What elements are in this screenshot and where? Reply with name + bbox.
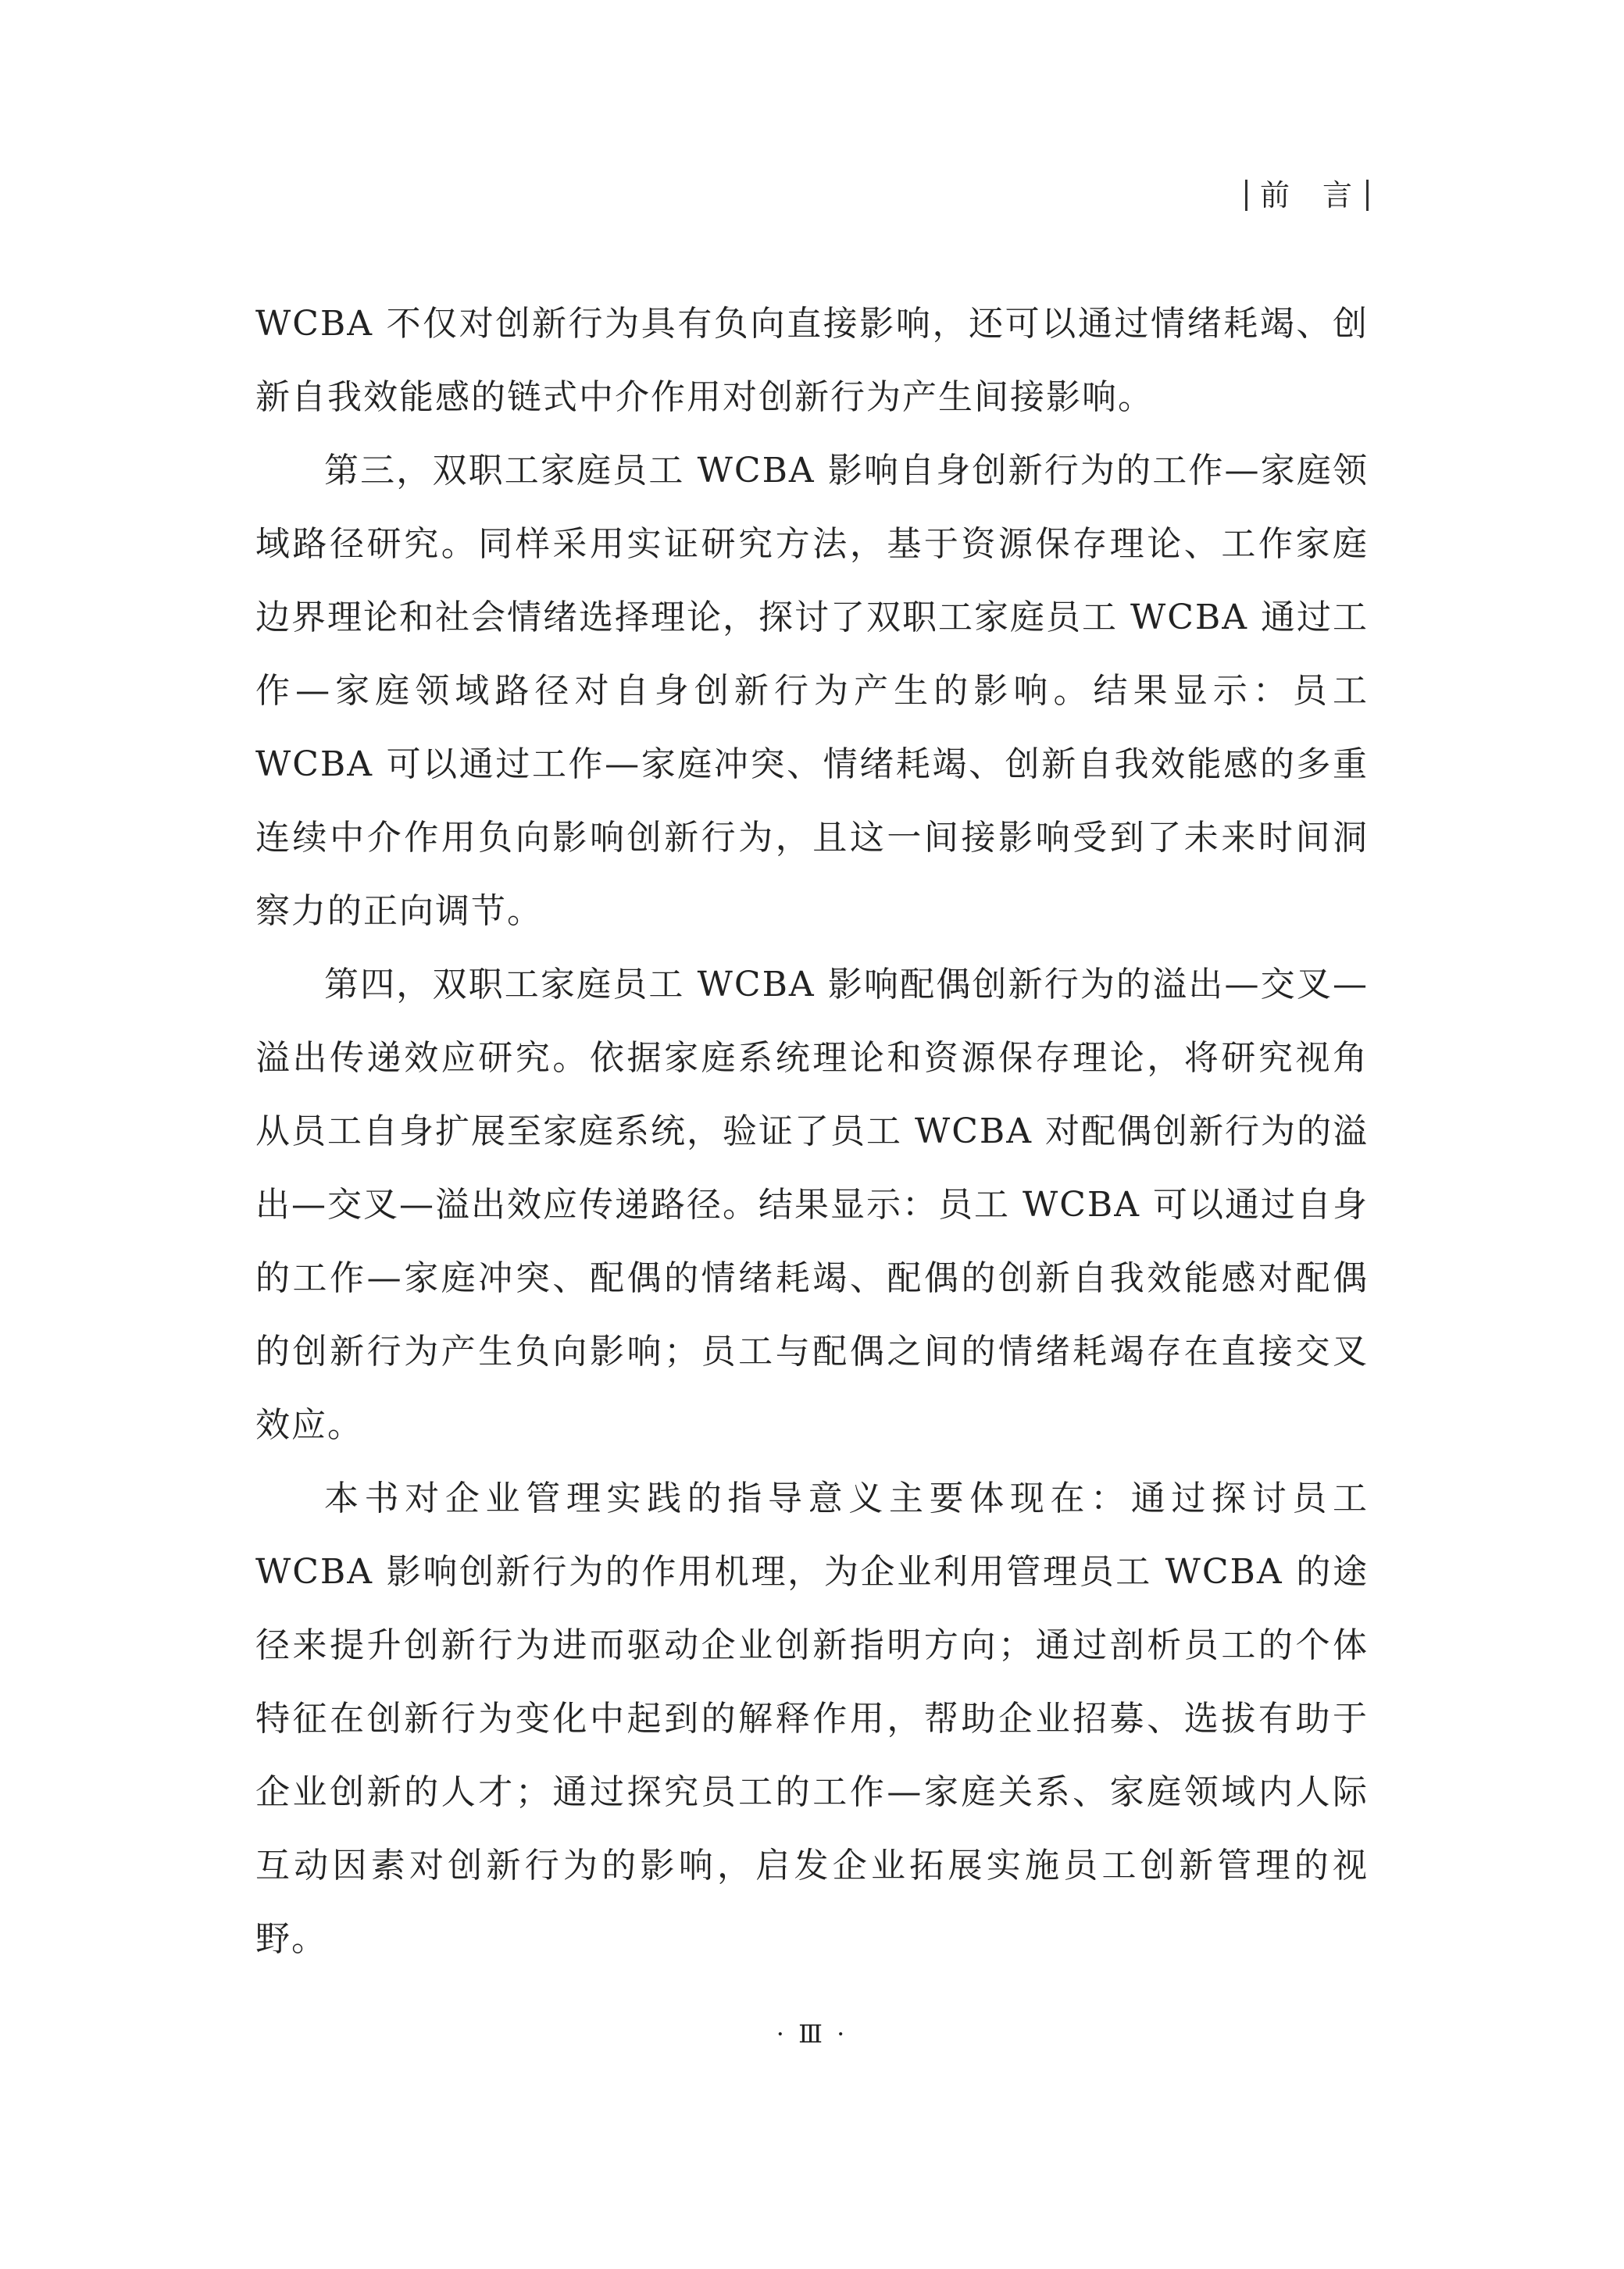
page-number: · Ⅲ · bbox=[776, 2019, 848, 2049]
header-right-rule bbox=[1366, 180, 1369, 211]
paragraph-fourth-point: 第四，双职工家庭员工 WCBA 影响配偶创新行为的溢出—交叉—溢出传递效应研究。依据家庭系统理论和资源保存理论，将研究视角从员工自身扩展至家庭系统，验证了员工 WCBA 对配偶创新行为的溢出—交叉—溢出效应传递路径。结果显示：员工 WCBA 可以通过自身的工作—家庭冲突、配偶的情绪耗竭、配偶的创新自我效能感对配偶的创新行为产生负向影响；员工与配偶之间的情绪耗竭存在直接交叉效应。 bbox=[255, 965, 1369, 1445]
header-section-title: 前 言 bbox=[1259, 178, 1354, 212]
running-header bbox=[1245, 173, 1369, 217]
body-text bbox=[255, 287, 1369, 1976]
paragraph-third-point: 第三，双职工家庭员工 WCBA 影响自身创新行为的工作—家庭领域路径研究。同样采用实证研究方法，基于资源保存理论、工作家庭边界理论和社会情绪选择理论，探讨了双职工家庭员工 WCBA 通过工作—家庭领域路径对自身创新行为产生的影响。结果显示：员工 WCBA 可以通过工作—家庭冲突、情绪耗竭、创新自我效能感的多重连续中介作用负向影响创新行为，且这一间接影响受到了未来时间洞察力的正向调节。 bbox=[255, 451, 1369, 931]
paragraph-continued: WCBA 不仅对创新行为具有负向直接影响，还可以通过情绪耗竭、创新自我效能感的链式中介作用对创新行为产生间接影响。 bbox=[255, 304, 1369, 417]
paragraph-practical-significance: 本书对企业管理实践的指导意义主要体现在：通过探讨员工 WCBA 影响创新行为的作用机理，为企业利用管理员工 WCBA 的途径来提升创新行为进而驱动企业创新指明方向；通过剖析员工的个体特征在创新行为变化中起到的解释作用，帮助企业招募、选拔有助于企业创新的人才；通过探究员工的工作—家庭关系、家庭领域内人际互动因素对创新行为的影响，启发企业拓展实施员工创新管理的视野。 bbox=[255, 1479, 1369, 1959]
